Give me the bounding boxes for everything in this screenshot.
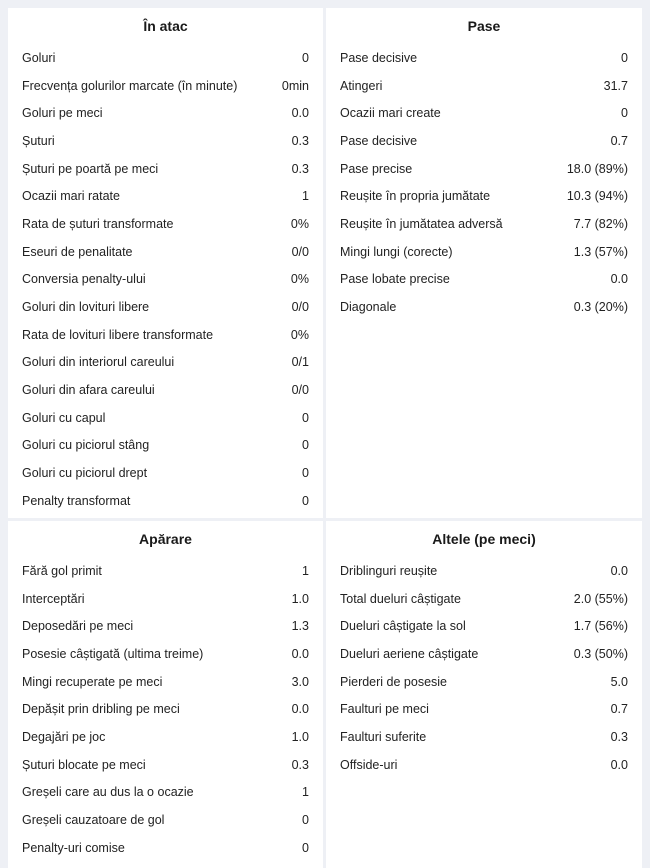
stat-row: [22, 459, 309, 487]
stat-value: 0: [302, 410, 309, 425]
stat-value: 0.7: [610, 702, 628, 717]
stat-label: Rata de lovituri libere transformate: [22, 327, 214, 342]
stat-value: 0.3 (20%): [573, 300, 628, 315]
stat-label: Faulturi pe meci: [340, 702, 429, 717]
stat-label: Șuturi pe poartă pe meci: [22, 161, 159, 176]
stat-row: [22, 806, 309, 834]
stat-value: 18.0 (89%): [566, 161, 628, 176]
stat-row: [340, 210, 628, 238]
stat-label: Eseuri de penalitate: [22, 244, 133, 259]
stat-row: [22, 585, 309, 613]
stat-row: [340, 293, 628, 321]
stat-value: 0.0: [291, 106, 309, 121]
stat-value: 0.3: [610, 729, 628, 744]
stat-label: Fără gol primit: [22, 563, 102, 578]
stat-value: 31.7: [603, 78, 628, 93]
stat-label: Goluri din lovituri libere: [22, 300, 150, 315]
stat-label: Șuturi: [22, 133, 55, 148]
stat-label: Driblinguri reușite: [340, 563, 438, 578]
defense-rows: [8, 557, 323, 862]
stat-label: Faulturi suferite: [340, 729, 427, 744]
stat-value: 7.7 (82%): [573, 216, 628, 231]
stat-label: Penalty-uri comise: [22, 840, 125, 855]
stat-value: 0.3 (50%): [573, 646, 628, 661]
stat-row: [340, 266, 628, 294]
stat-value: 1: [302, 785, 309, 800]
stat-row: [340, 695, 628, 723]
stat-value: 1.3: [291, 619, 309, 634]
stat-row: [340, 668, 628, 696]
stat-row: [340, 585, 628, 613]
stat-value: 5.0: [610, 674, 628, 689]
stat-row: [340, 72, 628, 100]
stat-row: [22, 266, 309, 294]
stat-value: 0/0: [291, 244, 309, 259]
stat-row: [22, 72, 309, 100]
stat-value: 0.0: [610, 563, 628, 578]
stat-value: 1: [302, 189, 309, 204]
stat-row: [340, 612, 628, 640]
stat-label: Mingi lungi (corecte): [340, 244, 453, 259]
passes-title: Pase: [467, 18, 501, 34]
stat-label: Deposedări pe meci: [22, 619, 134, 634]
stat-row: [22, 321, 309, 349]
stat-row: [22, 349, 309, 377]
stat-row: [340, 723, 628, 751]
stat-row: [22, 376, 309, 404]
stat-row: [340, 557, 628, 585]
stat-row: [340, 99, 628, 127]
stat-value: 10.3 (94%): [566, 189, 628, 204]
other-title: Altele (pe meci): [432, 531, 536, 547]
stat-label: Reușite în propria jumătate: [340, 189, 491, 204]
stat-label: Penalty transformat: [22, 493, 131, 508]
stat-label: Ocazii mari ratate: [22, 189, 120, 204]
stat-value: 0: [302, 466, 309, 481]
stat-value: 0: [302, 840, 309, 855]
stat-value: 0/0: [291, 300, 309, 315]
stat-row: [22, 779, 309, 807]
stat-label: Interceptări: [22, 591, 85, 606]
stat-row: [22, 723, 309, 751]
stat-label: Goluri cu piciorul drept: [22, 466, 148, 481]
stat-row: [22, 293, 309, 321]
stat-value: 0: [302, 50, 309, 65]
stat-row: [22, 99, 309, 127]
stat-value: 0: [302, 493, 309, 508]
passes-rows: [326, 44, 642, 321]
stat-row: [340, 44, 628, 72]
stat-label: Greșeli care au dus la o ocazie: [22, 785, 194, 800]
stat-value: 1.3 (57%): [573, 244, 628, 259]
stat-value: 0: [302, 438, 309, 453]
stat-value: 0: [621, 106, 628, 121]
stat-label: Atingeri: [340, 78, 383, 93]
stat-row: [340, 640, 628, 668]
passes-panel: [326, 8, 642, 518]
stat-label: Șuturi blocate pe meci: [22, 757, 146, 772]
stat-row: [22, 127, 309, 155]
stat-row: [22, 404, 309, 432]
stat-label: Ocazii mari create: [340, 106, 441, 121]
stat-label: Goluri din interiorul careului: [22, 355, 175, 370]
stat-label: Pase precise: [340, 161, 413, 176]
stat-row: [22, 751, 309, 779]
stat-row: [22, 640, 309, 668]
stat-row: [22, 487, 309, 515]
stat-label: Offside-uri: [340, 757, 398, 772]
stat-label: Mingi recuperate pe meci: [22, 674, 163, 689]
defense-panel: [8, 521, 323, 868]
stat-row: [22, 557, 309, 585]
stat-label: Conversia penalty-ului: [22, 272, 146, 287]
stat-value: 0.3: [291, 757, 309, 772]
stat-value: 1: [302, 563, 309, 578]
stat-label: Pase lobate precise: [340, 272, 450, 287]
stat-row: [340, 238, 628, 266]
stat-value: 0%: [290, 327, 309, 342]
attack-panel: [8, 8, 323, 518]
stat-label: Depășit prin dribling pe meci: [22, 702, 180, 717]
stat-label: Pase decisive: [340, 133, 418, 148]
stat-row: [340, 155, 628, 183]
stat-label: Goluri cu capul: [22, 410, 106, 425]
stat-row: [22, 155, 309, 183]
stat-row: [340, 127, 628, 155]
stat-row: [22, 695, 309, 723]
stat-value: 0.0: [610, 757, 628, 772]
stat-label: Reușite în jumătatea adversă: [340, 216, 503, 231]
stat-label: Posesie câștigată (ultima treime): [22, 646, 204, 661]
stat-value: 0.3: [291, 161, 309, 176]
stat-label: Frecvența golurilor marcate (în minute): [22, 78, 238, 93]
stat-row: [22, 834, 309, 862]
stat-value: 0/0: [291, 383, 309, 398]
stat-label: Goluri din afara careului: [22, 383, 155, 398]
stat-row: [22, 432, 309, 460]
stat-label: Pierderi de posesie: [340, 674, 448, 689]
attack-rows: [8, 44, 323, 515]
stat-row: [340, 751, 628, 779]
stat-label: Goluri pe meci: [22, 106, 103, 121]
stat-label: Pase decisive: [340, 50, 418, 65]
stat-value: 0/1: [291, 355, 309, 370]
stat-row: [22, 668, 309, 696]
stat-value: 3.0: [291, 674, 309, 689]
stat-label: Degajări pe joc: [22, 729, 106, 744]
stat-value: 0.7: [610, 133, 628, 148]
other-rows: [326, 557, 642, 779]
stat-value: 0.0: [291, 646, 309, 661]
stat-value: 0min: [281, 78, 309, 93]
stat-label: Greșeli cauzatoare de gol: [22, 813, 165, 828]
stat-label: Goluri: [22, 50, 56, 65]
stat-value: 1.7 (56%): [573, 619, 628, 634]
stat-value: 0%: [290, 216, 309, 231]
stat-row: [22, 238, 309, 266]
stat-label: Dueluri câștigate la sol: [340, 619, 466, 634]
stat-row: [22, 182, 309, 210]
stat-value: 0: [621, 50, 628, 65]
stat-value: 2.0 (55%): [573, 591, 628, 606]
stat-row: [340, 182, 628, 210]
stat-label: Diagonale: [340, 300, 397, 315]
stat-label: Goluri cu piciorul stâng: [22, 438, 150, 453]
defense-title: Apărare: [139, 531, 192, 547]
stat-value: 0: [302, 813, 309, 828]
stat-row: [22, 44, 309, 72]
stat-value: 1.0: [291, 591, 309, 606]
stat-value: 1.0: [291, 729, 309, 744]
stat-value: 0.3: [291, 133, 309, 148]
stat-label: Total dueluri câștigate: [340, 591, 461, 606]
stat-value: 0.0: [291, 702, 309, 717]
stat-row: [22, 612, 309, 640]
attack-title: În atac: [143, 18, 188, 34]
stat-label: Rata de șuturi transformate: [22, 216, 174, 231]
stat-value: 0.0: [610, 272, 628, 287]
stat-row: [22, 210, 309, 238]
stat-value: 0%: [290, 272, 309, 287]
stat-label: Dueluri aeriene câștigate: [340, 646, 479, 661]
other-panel: [326, 521, 642, 868]
